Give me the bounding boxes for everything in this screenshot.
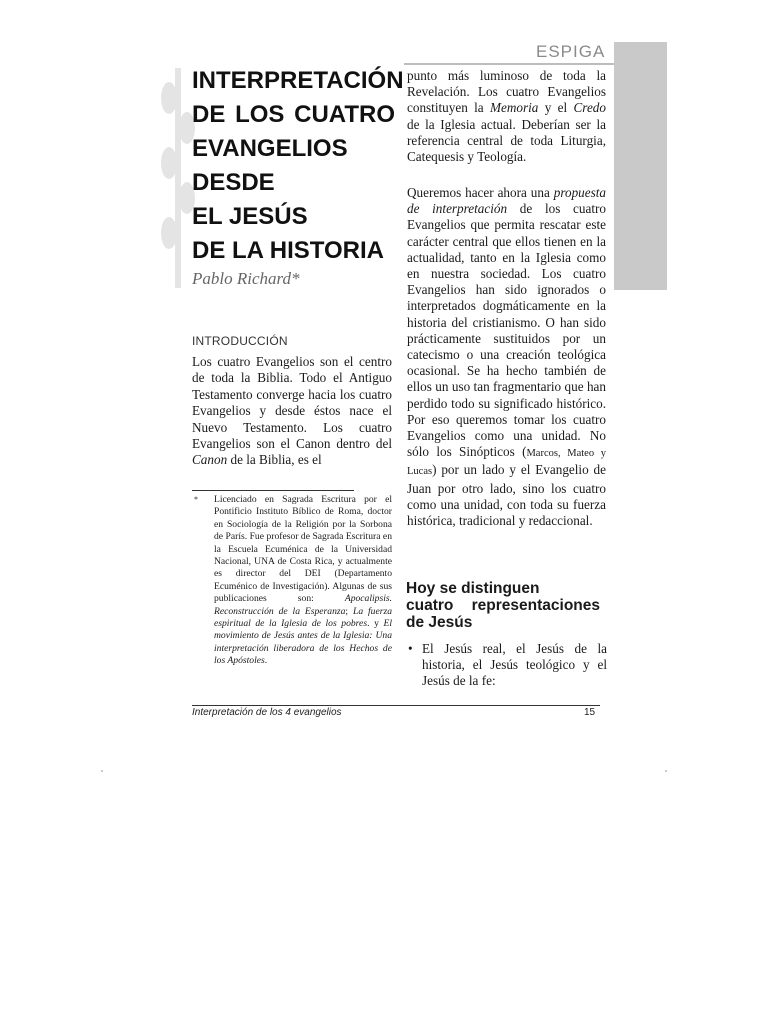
article-author: Pablo Richard* xyxy=(192,269,300,288)
scan-speck xyxy=(665,770,667,772)
intro-text: de la Biblia, es el xyxy=(227,452,322,468)
title-line: DESDE xyxy=(192,169,275,196)
title-line: INTERPRETACIÓN xyxy=(192,67,404,94)
footnote-text: Licenciado en Sagrada Escritura por el Pontificio Instituto Bíblico de Roma, doctor en Sociología de la Religión por la Sorbona de París. Fue profesor de Sagrada Escritura en la Escuela Ecuménica de la Universidad Nacional, UNA de Costa Rica, y actualmente es director del DEI (Departamento Ecuménico de Investigación). Algunas de sus publicaciones son: xyxy=(214,494,392,605)
section-subheading xyxy=(406,580,600,631)
magazine-label: ESPIGA xyxy=(536,42,606,61)
list-item-text: El Jesús real, el Jesús de la historia, el Jesús teológico y el Jesús de la fe: xyxy=(422,641,607,689)
body-text: de los cuatro Evangelios que permita rescatar este carácter central que ellos tienen en la actualidad, tanto en la Iglesia como en nuestra sociedad. Los cuatro Evangelios han sido ignorados o interpretados dogmáticamente en la historia del cristianismo. O han sido prácticamente sustituidos por un catecismo o una creación teológica ocasional. Se ha hecho también de ellos un uso tan fragmentario que han perdido todo su significado histórico. Por eso queremos tomar los cuatro Evangelios como una unidad. No sólo los Sinópticos ( xyxy=(407,201,606,460)
intro-text: Los cuatro Evangelios son el centro de toda la Biblia. Todo el Antiguo Testamento converge hacia los cuatro Evangelios y desde éstos nace el Nuevo Testamento. Los cuatro Evangelios son el Canon dentro del xyxy=(192,354,392,452)
subheading-line: Hoy se distinguen xyxy=(406,580,540,597)
publication-title: La fuerza espiritual de la Iglesia de los pobres xyxy=(214,605,392,630)
body-paragraph xyxy=(407,185,606,529)
body-small-text: Marcos, Mateo y Lucas xyxy=(407,448,606,478)
publication-title: Apocalipsis. Reconstrucción de la Esperanza xyxy=(214,593,392,617)
body-emphasis: propuesta de interpretación xyxy=(407,185,606,217)
title-line: EL JESÚS xyxy=(192,203,308,230)
side-tab-decoration xyxy=(614,42,667,290)
subheading-line: de Jesús xyxy=(406,614,473,631)
bullet-icon: • xyxy=(408,641,413,656)
title-line: DE LA HISTORIA xyxy=(192,237,385,264)
scan-speck xyxy=(101,770,103,772)
running-title: Interpretación de los 4 evangelios xyxy=(192,707,342,718)
body-text: Queremos hacer ahora una xyxy=(407,185,554,200)
page-number: 15 xyxy=(584,707,596,718)
footer-rule xyxy=(192,705,600,706)
body-text: y el xyxy=(538,100,574,116)
author-footnote xyxy=(194,494,392,668)
body-paragraph xyxy=(407,68,606,165)
body-text: punto más luminoso de toda la Revelación. Los cuatro Evangelios constituyen la xyxy=(407,68,606,116)
header-rule xyxy=(404,63,614,65)
list-item xyxy=(408,641,607,690)
intro-emphasis: Canon xyxy=(192,452,228,468)
footnote-rule xyxy=(192,490,354,491)
title-line: DE LOS CUATRO xyxy=(192,101,395,128)
body-text: de la Iglesia actual. Deberían ser la referencia central de toda Liturgia, Catequesis y Teología. xyxy=(407,116,606,165)
publication-title: El movimiento de Jesús antes de la Iglesia: Una interpretación liberadora de los Hechos de los Apóstoles xyxy=(214,618,392,667)
footnote-marker: * xyxy=(194,495,198,504)
footnote-body xyxy=(194,494,392,668)
intro-paragraph xyxy=(192,354,392,469)
article-title xyxy=(192,64,404,268)
body-emphasis: Credo xyxy=(573,100,606,116)
footnote-text: . xyxy=(264,655,268,667)
section-label: INTRODUCCIÓN xyxy=(192,334,288,348)
body-text: ) por un lado y el Evangelio de Juan por otro lado, sino los cuatro como una unidad, con toda su fuerza histórica, tradicional y redaccional. xyxy=(407,462,606,529)
body-emphasis: Memoria xyxy=(490,100,539,116)
footnote-text: ; xyxy=(345,605,353,617)
title-line: EVANGELIOS xyxy=(192,135,348,162)
subheading-line: cuatro representaciones xyxy=(406,597,600,614)
footnote-text: . y xyxy=(367,618,384,630)
